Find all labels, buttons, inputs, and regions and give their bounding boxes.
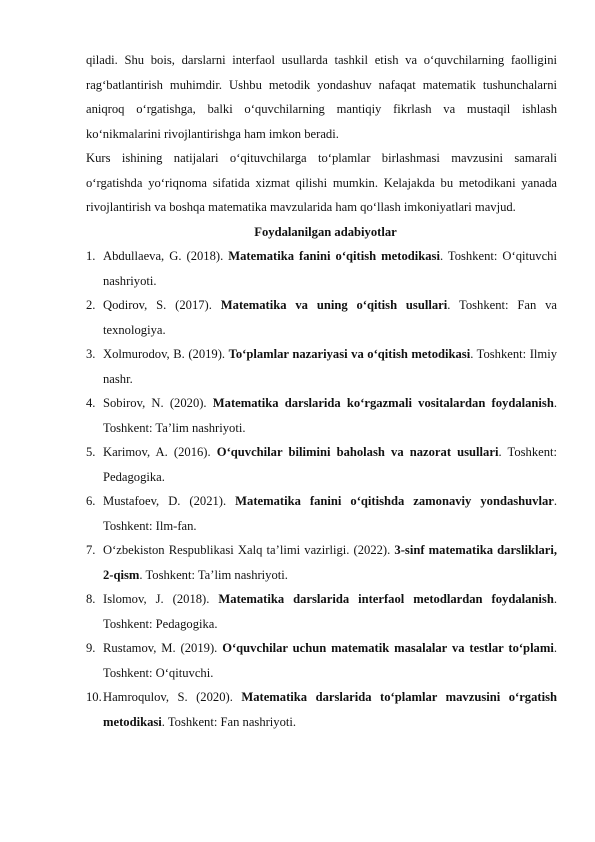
reference-number: 10. — [86, 690, 102, 704]
reference-title: Matematika fanini o‘qitishda zamonaviy yondashuvlar — [235, 494, 554, 508]
reference-title: 3-sinf matematika darsliklari, 2-qism — [103, 543, 557, 582]
reference-item — [86, 391, 557, 440]
reference-publisher: . Toshkent: Fan nashriyoti. — [161, 714, 297, 729]
reference-publisher: . Toshkent: Fan va texnologiya. — [103, 298, 557, 337]
reference-author-year: Sobirov, N. (2020). — [103, 396, 213, 410]
reference-number: 7. — [86, 543, 96, 557]
document-page — [86, 48, 557, 734]
reference-number: 8. — [86, 592, 96, 606]
references-list — [86, 244, 557, 734]
reference-publisher: . Toshkent: O‘qituvchi. — [103, 641, 558, 680]
references-heading: Foydalanilgan adabiyotlar — [254, 224, 397, 239]
reference-number: 6. — [86, 494, 96, 508]
reference-author-year: O‘zbekiston Respublikasi Xalq ta’limi vazirligi. (2022). — [103, 543, 395, 557]
reference-number: 3. — [86, 347, 96, 361]
reference-publisher: . Toshkent: Ta’lim nashriyoti. — [139, 567, 288, 582]
reference-item — [86, 440, 557, 489]
reference-item — [86, 685, 557, 734]
reference-item — [86, 293, 557, 342]
reference-author-year: Islomov, J. (2018). — [103, 592, 219, 606]
reference-title: O‘quvchilar uchun matematik masalalar va testlar to‘plami — [222, 641, 554, 655]
reference-item — [86, 636, 557, 685]
reference-item — [86, 342, 557, 391]
reference-author-year: Xolmurodov, B. (2019). — [103, 347, 229, 361]
reference-title: Matematika fanini o‘qitish metodikasi — [228, 249, 440, 263]
reference-author-year: Rustamov, M. (2019). — [103, 641, 223, 655]
reference-number: 4. — [86, 396, 96, 410]
reference-author-year: Qodirov, S. (2017). — [103, 298, 221, 312]
reference-title: Matematika darslarida interfaol metodlardan foydalanish — [218, 592, 554, 606]
reference-title: To‘plamlar nazariyasi va o‘qitish metodikasi — [228, 347, 471, 361]
reference-publisher: . Toshkent: Pedagogika. — [103, 445, 557, 484]
reference-author-year: Hamroqulov, S. (2020). — [103, 690, 242, 704]
reference-title: O‘quvchilar bilimini baholash va nazorat usullari — [216, 445, 499, 459]
reference-item — [86, 538, 557, 587]
reference-number: 9. — [86, 641, 96, 655]
reference-item — [86, 587, 557, 636]
reference-title: Matematika darslarida to‘plamlar mavzusini o‘rgatish metodikasi — [103, 690, 557, 729]
body-paragraph-2: Kurs ishining natijalari o‘qituvchilarga to‘plamlar birlashmasi mavzusini samarali o‘rgatishda yo‘riqnoma sifatida xizmat qilishi mumkin. Kelajakda bu metodikani yanada rivojlantirish va boshqa matematika mavzularida ham qo‘llash imkoniyatlari mavjud. — [86, 151, 557, 214]
reference-author-year: Karimov, A. (2016). — [103, 445, 217, 459]
reference-item — [86, 489, 557, 538]
reference-number: 2. — [86, 298, 96, 312]
reference-author-year: Mustafoev, D. (2021). — [103, 494, 236, 508]
reference-author-year: Abdullaeva, G. (2018). — [103, 249, 229, 263]
reference-number: 5. — [86, 445, 96, 459]
reference-publisher: . Toshkent: O‘qituvchi nashriyoti. — [103, 249, 557, 288]
reference-title: Matematika va uning o‘qitish usullari — [220, 298, 448, 312]
reference-number: 1. — [86, 249, 96, 263]
reference-publisher: . Toshkent: Pedagogika. — [103, 592, 557, 631]
reference-title: Matematika darslarida ko‘rgazmali vositalardan foydalanish — [212, 396, 554, 410]
reference-publisher: . Toshkent: Ilmiy nashr. — [103, 347, 557, 386]
reference-publisher: . Toshkent: Ilm-fan. — [103, 494, 557, 533]
reference-publisher: . Toshkent: Ta’lim nashriyoti. — [103, 396, 557, 435]
body-paragraph-1: qiladi. Shu bois, darslarni interfaol usullarda tashkil etish va o‘quvchilarning faolligini rag‘batlantirish muhimdir. Ushbu metodik yondashuv nafaqat matematik tushunchalarni aniqroq o‘rgatishga, balki o‘quvchilarning mantiqiy fikrlash va mustaqil ishlash ko‘nikmalarini rivojlantirishga ham imkon beradi. — [86, 53, 557, 141]
reference-item — [86, 244, 557, 293]
